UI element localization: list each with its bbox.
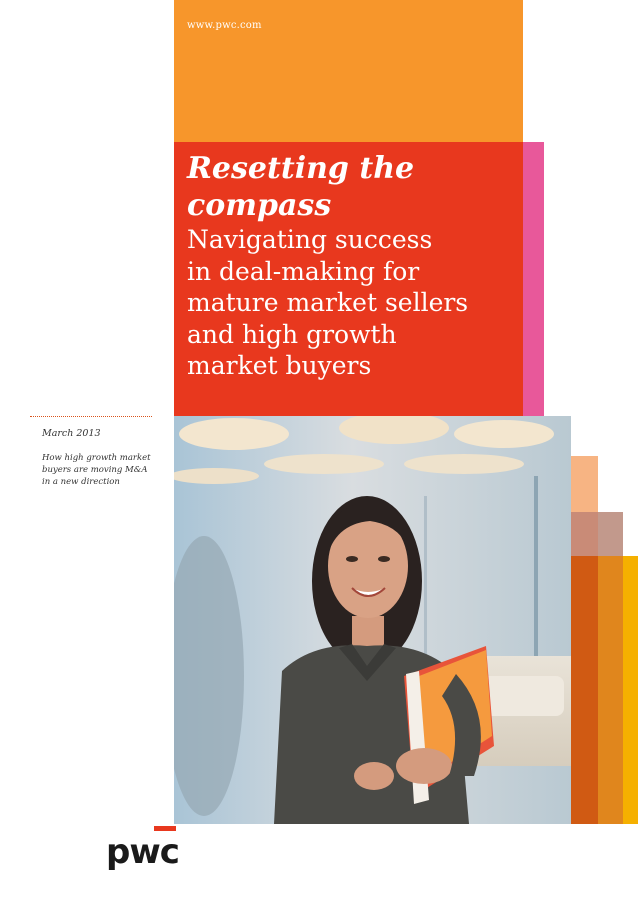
subtitle-line: market buyers (187, 351, 372, 380)
description-line: How high growth market (42, 453, 151, 463)
cover-subtitle (187, 224, 517, 382)
woman-holding-report-photo-icon (174, 416, 571, 824)
title-line: compass (187, 188, 332, 223)
subtitle-line: Navigating success (187, 225, 433, 254)
accent-bar (598, 556, 623, 824)
subtitle-line: and high growth (187, 319, 397, 349)
title-line: Resetting the (187, 151, 415, 186)
subtitle-line: in deal-making for (187, 256, 420, 286)
cover-photo (174, 416, 571, 824)
pink-accent-strip (523, 142, 544, 416)
website-url[interactable]: www.pwc.com (187, 20, 262, 31)
accent-bar (571, 512, 598, 556)
divider (30, 416, 152, 417)
accent-bar (571, 556, 598, 824)
pwc-logo[interactable]: pwc (106, 832, 179, 872)
publication-date: March 2013 (42, 428, 101, 439)
accent-bar (598, 512, 623, 556)
accent-bar (571, 456, 598, 512)
cover-title (187, 150, 517, 224)
logo-accent (154, 826, 176, 831)
description-line: buyers are moving M&A (42, 465, 148, 475)
description-line: in a new direction (42, 477, 120, 487)
sidebar-description (42, 452, 162, 488)
accent-bar (623, 556, 638, 824)
subtitle-line: mature market sellers (187, 288, 469, 317)
